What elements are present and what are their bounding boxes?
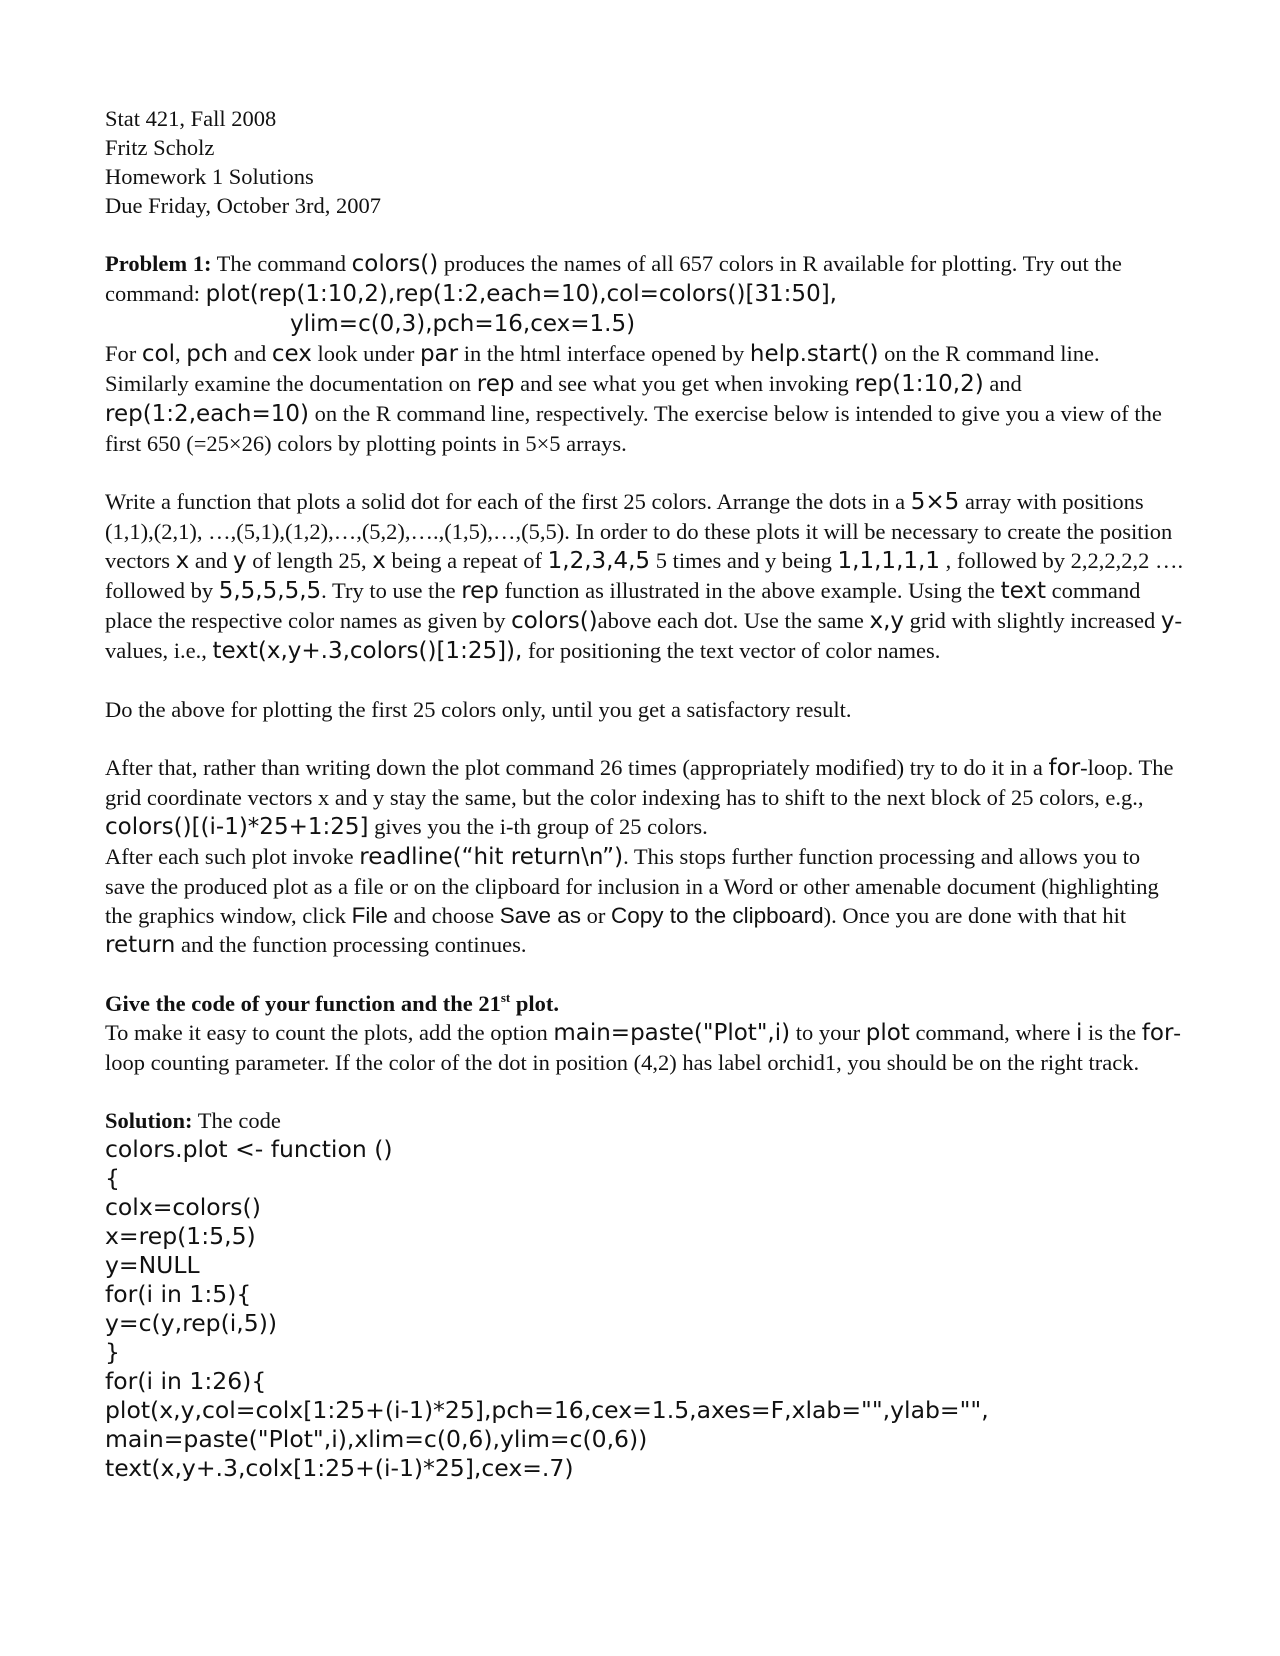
text-run: and xyxy=(228,341,272,366)
problem-1-paragraph-6 xyxy=(105,1018,1185,1077)
inline-code: for xyxy=(1048,755,1081,781)
inline-code: y xyxy=(1160,608,1175,634)
text-run: produces the names of all 657 colors in R available for plotting. Try out the command: xyxy=(105,251,1122,306)
give-code-heading xyxy=(105,989,1185,1018)
inline-code: cex xyxy=(271,341,312,367)
text-run: is the xyxy=(1082,1020,1142,1045)
code-line: for(i in 1:26){ xyxy=(105,1367,267,1395)
inline-code: plot(rep(1:10,2),rep(1:2,each=10),col=colors()[31:50], xyxy=(205,281,837,307)
text-run: command, where xyxy=(909,1020,1077,1045)
inline-code: for xyxy=(1141,1020,1174,1046)
text-run: The command xyxy=(211,251,352,276)
spacer xyxy=(105,458,1185,487)
problem-1-paragraph-1 xyxy=(105,249,1185,309)
text-run: gives you the i-th group of 25 colors. xyxy=(368,814,708,839)
command-continuation xyxy=(105,309,1185,339)
inline-code: rep(1:2,each=10) xyxy=(105,401,309,427)
text-run: grid with slightly increased xyxy=(904,608,1161,633)
bold-text: plot. xyxy=(510,991,559,1016)
inline-code: x xyxy=(372,548,386,574)
text-run: array with positions (1,1),(2,1), …,(5,1),(1,2),…,(5,2),….,(1,5),…,(5,5). In order to do these plots it will be necessary to create the position vectors xyxy=(105,489,1173,573)
code-line: main=paste("Plot",i),xlim=c(0,6),ylim=c(0,6)) xyxy=(105,1425,648,1453)
code-line: } xyxy=(105,1338,120,1366)
text-run: on the R command line, respectively. The exercise below is intended to give you a view of the first 650 (=25×26) colors by plotting points in 5×5 arrays. xyxy=(105,401,1162,456)
text-run: function as illustrated in the above example. Using the xyxy=(498,578,1001,603)
text-run: . Try to use the xyxy=(321,578,462,603)
inline-code: main=paste("Plot",i) xyxy=(553,1020,791,1046)
due-date-line: Due Friday, October 3rd, 2007 xyxy=(105,193,381,218)
text-run: -loop counting parameter. If the color of the dot in position (4,2) has label orchid1, you should be on the right track. xyxy=(105,1020,1181,1075)
code-line: text(x,y+.3,colx[1:25+(i-1)*25],cex=.7) xyxy=(105,1454,574,1482)
text-run: on the R command line. Similarly examine the documentation on xyxy=(105,341,1100,396)
code-line: x=rep(1:5,5) xyxy=(105,1222,256,1250)
inline-code: return xyxy=(105,932,176,958)
inline-code: colors() xyxy=(351,251,439,277)
text-run: and the function processing continues. xyxy=(175,932,527,957)
text-run: Write a function that plots a solid dot for each of the first 25 colors. Arrange the dots in a xyxy=(105,489,911,514)
inline-code: help.start() xyxy=(749,341,879,367)
code-line: colors.plot <- function () xyxy=(105,1135,393,1163)
code-line: { xyxy=(105,1164,120,1192)
text-run: and xyxy=(983,371,1022,396)
spacer xyxy=(105,960,1185,989)
code-line: colx=colors() xyxy=(105,1193,261,1221)
text-run: -loop. The grid coordinate vectors x and y stay the same, but the color indexing has to shift to the next block of 25 colors, e.g., xyxy=(105,755,1174,810)
text-run: for positioning the text vector of color names. xyxy=(522,638,941,663)
solution-line xyxy=(105,1106,1185,1135)
document-page xyxy=(105,104,1185,1483)
text-run: above each dot. Use the same xyxy=(597,608,870,633)
inline-code: 5×5 xyxy=(910,489,960,515)
inline-code: text xyxy=(1000,578,1047,604)
problem-1-paragraph-3: Do the above for plotting the first 25 colors only, until you get a satisfactory result. xyxy=(105,697,852,722)
menu-reference: File xyxy=(351,903,388,928)
spacer xyxy=(105,1077,1185,1106)
code-line: for(i in 1:5){ xyxy=(105,1280,252,1308)
course-line: Stat 421, Fall 2008 xyxy=(105,106,277,131)
superscript: st xyxy=(500,990,511,1005)
text-run: , followed by 2,2,2,2,2 …. followed by xyxy=(105,548,1184,603)
text-run: or xyxy=(581,903,612,928)
text-run: To make it easy to count the plots, add the option xyxy=(105,1020,554,1045)
inline-code: plot xyxy=(865,1020,910,1046)
inline-code: colors() xyxy=(511,608,598,634)
problem-1-label: Problem 1: xyxy=(105,251,212,276)
inline-code: readline(“hit return\n”) xyxy=(359,844,624,870)
inline-code: pch xyxy=(186,341,229,367)
text-run: After that, rather than writing down the plot command 26 times (appropriately modified) try to do it in a xyxy=(105,755,1049,780)
code-line: y=c(y,rep(i,5)) xyxy=(105,1309,278,1337)
text-run: For xyxy=(105,341,142,366)
text-run: and xyxy=(189,548,233,573)
inline-code: 1,2,3,4,5 xyxy=(547,548,651,574)
inline-code: text(x,y+.3,colors()[1:25]), xyxy=(212,638,523,664)
inline-code: 5,5,5,5,5 xyxy=(218,578,322,604)
inline-code: x,y xyxy=(869,608,904,634)
document-title: Homework 1 Solutions xyxy=(105,164,314,189)
menu-reference: Copy to the clipboard xyxy=(611,903,824,928)
inline-code: rep(1:10,2) xyxy=(854,371,984,397)
instructor-line: Fritz Scholz xyxy=(105,135,215,160)
inline-code: i xyxy=(1076,1020,1083,1046)
text-run: . This stops further function processing and allows you to save the produced plot as a file or on the clipboard for inclusion in a Word or other amenable document (highlighting the graphics window, click xyxy=(105,844,1159,928)
code-block xyxy=(105,1135,1185,1483)
text-run: look under xyxy=(311,341,420,366)
text-run: The code xyxy=(192,1108,281,1133)
inline-code: colors()[(i-1)*25+1:25] xyxy=(105,814,369,840)
inline-code: y xyxy=(232,548,247,574)
inline-code: 1,1,1,1,1 xyxy=(837,548,940,574)
inline-code: rep xyxy=(461,578,499,604)
code-line: y=NULL xyxy=(105,1251,200,1279)
spacer xyxy=(105,666,1185,695)
text-run: 5 times and y being xyxy=(650,548,838,573)
menu-reference: Save as xyxy=(499,903,582,928)
spacer xyxy=(105,724,1185,753)
problem-1-paragraph-2 xyxy=(105,487,1185,666)
spacer xyxy=(105,220,1185,249)
code-line: plot(x,y,col=colx[1:25+(i-1)*25],pch=16,cex=1.5,axes=F,xlab="",ylab="", xyxy=(105,1396,989,1424)
bold-text: Give the code of your function and the 21 xyxy=(105,991,501,1016)
inline-code: col xyxy=(141,341,175,367)
inline-code: par xyxy=(419,341,459,367)
problem-1-paragraph-4 xyxy=(105,753,1185,842)
text-run: , xyxy=(175,341,187,366)
text-run: being a repeat of xyxy=(385,548,548,573)
text-run: -values, i.e., xyxy=(105,608,1182,663)
inline-code: rep xyxy=(476,371,515,397)
text-run: in the html interface opened by xyxy=(458,341,750,366)
inline-code: ylim=c(0,3),pch=16,cex=1.5) xyxy=(290,311,636,337)
text-run: of length 25, xyxy=(246,548,373,573)
inline-code: x xyxy=(175,548,190,574)
text-run: ). Once you are done with that hit xyxy=(823,903,1127,928)
text-run: and choose xyxy=(387,903,500,928)
text-run: and see what you get when invoking xyxy=(514,371,855,396)
problem-1-paragraph-1b xyxy=(105,339,1185,458)
problem-1-paragraph-5 xyxy=(105,842,1185,960)
text-run: command place the respective color names as given by xyxy=(105,578,1141,633)
text-run: to your xyxy=(790,1020,866,1045)
text-run: After each such plot invoke xyxy=(105,844,360,869)
solution-label: Solution: xyxy=(105,1108,193,1133)
